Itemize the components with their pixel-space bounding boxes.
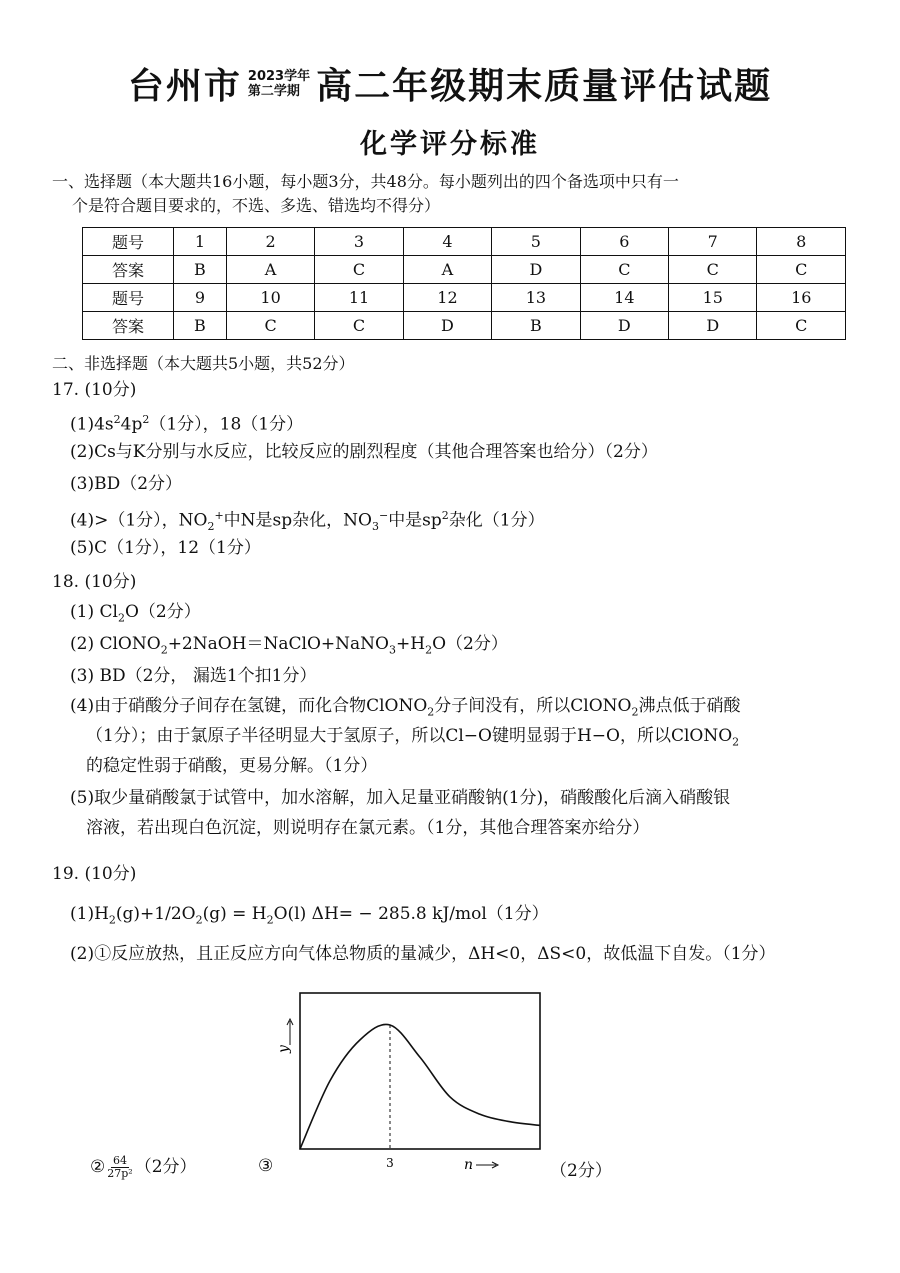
answer-cell: A [226, 256, 314, 284]
table-row [83, 228, 846, 256]
year-top: 2023学年 [247, 68, 311, 84]
heading-line: 个是符合题目要求的，不选、多选、错选均不得分） [72, 196, 441, 215]
answer-cell: B [492, 312, 580, 340]
question-number: 8 [757, 228, 846, 256]
q18-part3: (3) BD（2分， 漏选1个扣1分） [70, 666, 317, 686]
q19-heading: 19. (10分) [52, 864, 137, 884]
answer-cell: C [580, 256, 668, 284]
table-row [83, 312, 846, 340]
fraction-denominator: 27p² [107, 1167, 133, 1180]
q18-part4-line1 [70, 694, 840, 724]
subscript: 2 [117, 611, 125, 625]
y-vs-n-graph [278, 985, 550, 1175]
text: （1分），18（1分） [149, 414, 304, 435]
q19-part2-item3-label: ③ [258, 1156, 274, 1176]
fraction-numerator: 64 [112, 1154, 127, 1167]
answer-cell: C [315, 312, 403, 340]
subscript: 2 [732, 735, 740, 749]
question-number: 3 [315, 228, 403, 256]
answer-cell: C [757, 312, 846, 340]
question-number: 12 [403, 284, 491, 312]
subscript: 2 [425, 643, 433, 657]
q18-part4-line2 [86, 724, 846, 754]
text: +H [395, 634, 426, 654]
answer-cell: C [226, 312, 314, 340]
question-number: 10 [226, 284, 314, 312]
q19-part2-item1: (2)①反应放热，且正反应方向气体总物质的量减少，ΔH<0，ΔS<0，故低温下自发。（1分） [70, 944, 776, 964]
y-axis-label: y [276, 1045, 292, 1053]
table-row [83, 256, 846, 284]
text: 4p [120, 414, 143, 435]
section-non-choice-heading: 二、非选择题（本大题共5小题，共52分） [52, 354, 355, 373]
exam-title: 高二年级期末质量评估试题 [316, 66, 773, 107]
text: (4)由于硝酸分子间存在氢键，而化合物ClONO [70, 696, 428, 716]
text: (1)H [70, 904, 109, 924]
subscript: 2 [266, 913, 274, 927]
text: 中是sp [388, 510, 442, 531]
question-number: 9 [174, 284, 227, 312]
q17-part3: (3)BD（2分） [70, 474, 183, 494]
text: (1)4s [70, 414, 114, 435]
answer-table [82, 227, 846, 340]
q17-heading: 17. (10分) [52, 380, 137, 400]
answer-cell: D [580, 312, 668, 340]
x-axis-label: n [464, 1157, 474, 1173]
question-number: 7 [669, 228, 757, 256]
row-header: 题号 [83, 284, 174, 312]
question-number: 15 [669, 284, 757, 312]
answer-cell: A [403, 256, 491, 284]
row-header: 答案 [83, 256, 174, 284]
year-bottom: 第二学期 [247, 83, 300, 99]
answer-cell: C [669, 256, 757, 284]
x-tick-label: 3 [386, 1156, 394, 1170]
subscript: 2 [207, 520, 215, 534]
q19-part2-item2 [90, 1152, 197, 1180]
table-row [83, 284, 846, 312]
subscript: 3 [388, 643, 396, 657]
text: O（2分） [124, 602, 201, 622]
text: (g)+1/2O [115, 904, 196, 924]
text: O（2分） [432, 634, 508, 654]
text: 沸点低于硝酸 [638, 696, 741, 716]
q18-part1 [70, 600, 840, 630]
question-number: 1 [174, 228, 227, 256]
q17-part5: (5)C（1分），12（1分） [70, 538, 261, 558]
subscript: 2 [160, 643, 168, 657]
subscript: 2 [631, 705, 639, 719]
document-title [0, 58, 900, 109]
superscript: − [378, 509, 389, 522]
city-name: 台州市 [127, 66, 242, 107]
q18-part4-line3: 的稳定性弱于硝酸，更易分解。（1分） [86, 756, 378, 776]
superscript: + [214, 509, 224, 522]
series-line [300, 1024, 540, 1149]
text: （1分）；由于氯原子半径明显大于氢原子，所以Cl−O键明显弱于H−O，所以ClONO [86, 726, 733, 746]
row-header: 答案 [83, 312, 174, 340]
text: 杂化（1分） [448, 510, 545, 531]
fraction [107, 1155, 132, 1180]
question-number: 5 [492, 228, 580, 256]
q19-part1 [70, 902, 840, 932]
question-number: 16 [757, 284, 846, 312]
subscript: 2 [108, 913, 116, 927]
superscript: 2 [113, 413, 121, 426]
subscript: 2 [195, 913, 203, 927]
answer-cell: B [174, 256, 227, 284]
superscript: 2 [441, 509, 449, 522]
text: (1) Cl [70, 602, 118, 622]
answer-cell: D [492, 256, 580, 284]
question-number: 13 [492, 284, 580, 312]
answer-cell: C [315, 256, 403, 284]
heading-line: 一、选择题（本大题共16小题，每小题3分，共48分。每小题列出的四个备选项中只有一 [52, 172, 679, 191]
subscript: 2 [427, 705, 435, 719]
question-number: 11 [315, 284, 403, 312]
row-header: 题号 [83, 228, 174, 256]
question-number: 6 [580, 228, 668, 256]
answer-cell: C [757, 256, 846, 284]
subtitle: 化学评分标准 [360, 129, 540, 160]
q18-heading: 18. (10分) [52, 572, 137, 592]
academic-year [248, 69, 310, 99]
q19-part2-item3-score: （2分） [550, 1161, 612, 1181]
q17-part1 [70, 408, 840, 437]
text: (g) = H [202, 904, 267, 924]
question-number: 14 [580, 284, 668, 312]
q18-part5-line1: (5)取少量硝酸氯于试管中，加水溶解，加入足量亚硝酸钠(1分)，硝酸酸化后滴入硝酸银 [70, 788, 731, 808]
answer-cell: B [174, 312, 227, 340]
q17-part2: (2)Cs与K分别与水反应，比较反应的剧烈程度（其他合理答案也给分）（2分） [70, 442, 658, 462]
answer-cell: D [403, 312, 491, 340]
text: O(l) ΔH= − 285.8 kJ/mol（1分） [273, 904, 549, 924]
question-number: 4 [403, 228, 491, 256]
superscript: 2 [142, 413, 150, 426]
q18-part5-line2: 溶液，若出现白色沉淀，则说明存在氯元素。（1分，其他合理答案亦给分） [86, 818, 650, 838]
text: 中N是sp杂化，NO [223, 510, 372, 531]
subscript: 3 [371, 520, 379, 534]
question-number: 2 [226, 228, 314, 256]
item-label: ② [90, 1157, 106, 1177]
answer-cell: D [669, 312, 757, 340]
text: (2) ClONO [70, 634, 161, 654]
text: (4)>（1分），NO [70, 510, 208, 531]
q17-part4 [70, 504, 840, 539]
text: 分子间没有，所以ClONO [434, 696, 632, 716]
text: +2NaOH＝NaClO+NaNO [167, 634, 389, 654]
section-multiple-choice-heading [52, 170, 852, 218]
score: （2分） [134, 1157, 197, 1177]
q18-part2 [70, 632, 840, 662]
